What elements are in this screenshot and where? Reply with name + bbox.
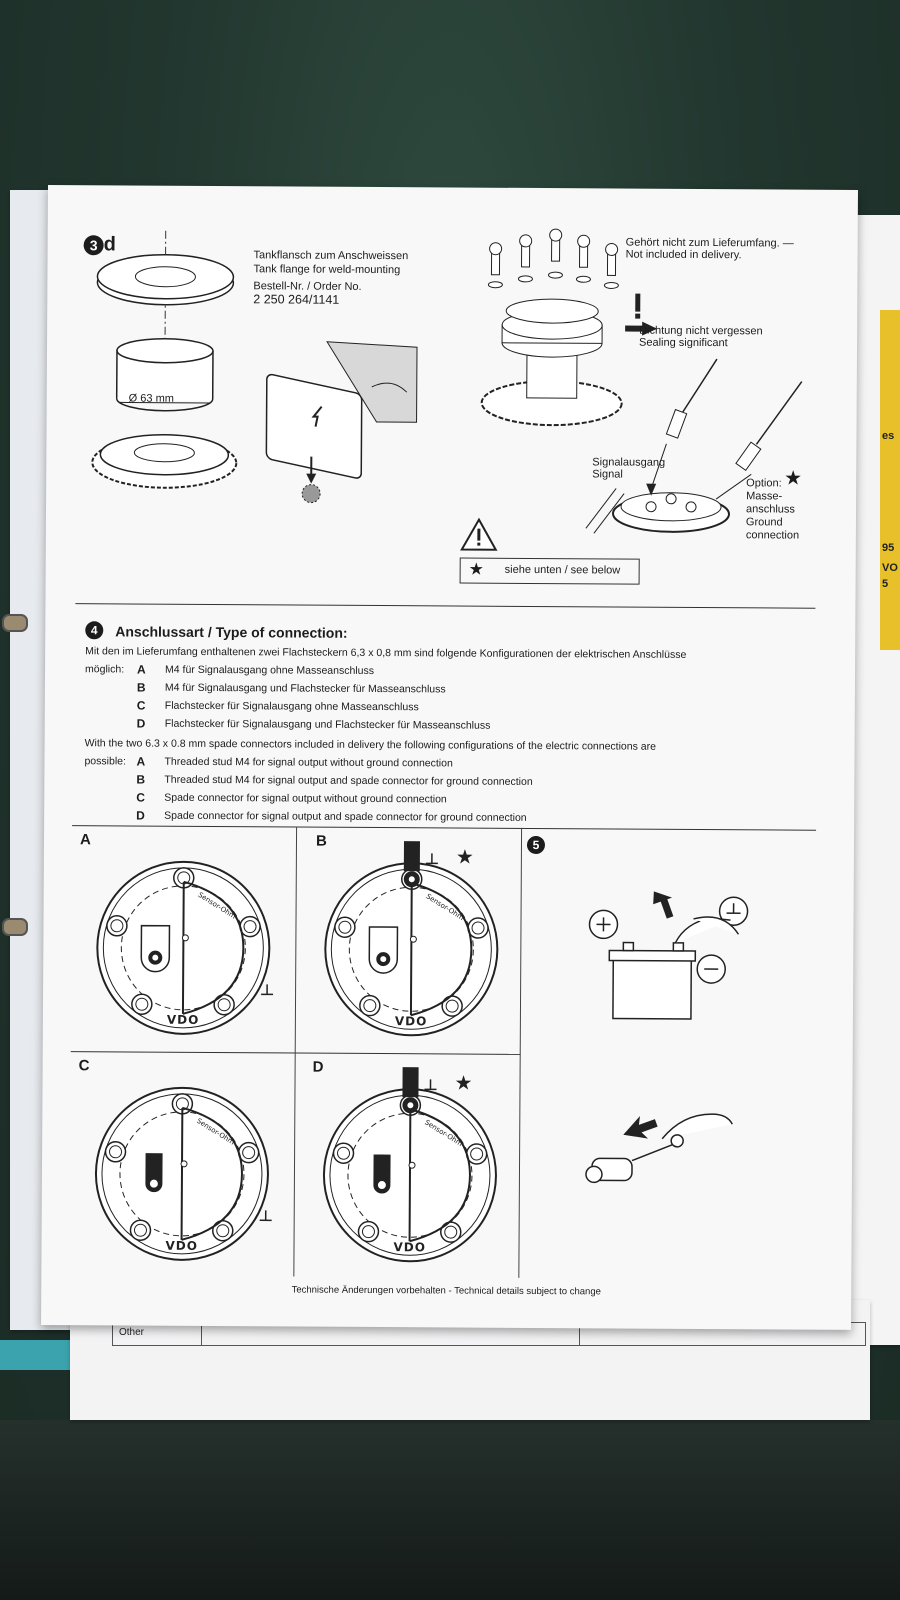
connection-diagram-d bbox=[319, 1070, 500, 1266]
intro-en-line2: possible: bbox=[84, 755, 126, 768]
cell-c-letter: C bbox=[78, 1057, 90, 1075]
cell-d-letter: D bbox=[312, 1058, 324, 1076]
star-icon: ★ bbox=[454, 1070, 473, 1095]
vdo-brand-mark: VDO bbox=[166, 1012, 200, 1027]
vdo-brand-mark: VDO bbox=[165, 1238, 199, 1253]
cell-b-letter: B bbox=[315, 832, 327, 850]
grid-top-line bbox=[72, 825, 816, 831]
section-3-number: 3 d bbox=[84, 233, 116, 256]
flange-label-en: Tank flange for weld-mounting bbox=[253, 263, 401, 277]
sensor-ohm-mark: Sensor-Ohm bbox=[195, 1116, 236, 1147]
warning-triangle-icon bbox=[460, 518, 498, 552]
cell-a-letter: A bbox=[79, 831, 91, 849]
sensor-ohm-mark: Sensor-Ohm bbox=[424, 892, 466, 923]
tab-text-2: 95 bbox=[882, 542, 895, 554]
option-en-a-letter: A bbox=[136, 754, 146, 769]
seal-note-de: Dichtung nicht vergessen bbox=[639, 324, 763, 338]
option-label-1: Option: bbox=[746, 477, 782, 490]
option-de-c-letter: C bbox=[136, 698, 146, 713]
option-de-a-letter: A bbox=[136, 662, 146, 677]
option-de-b-letter: B bbox=[136, 680, 146, 695]
connection-diagram-b bbox=[321, 844, 502, 1040]
section-4-title: Anschlussart / Type of connection: bbox=[115, 623, 348, 641]
option-en-d-letter: D bbox=[136, 808, 145, 823]
yellow-divider-tab bbox=[880, 310, 900, 650]
signal-label-de: Signalausgang bbox=[592, 456, 666, 469]
signal-label-en: Signal bbox=[592, 468, 623, 481]
star-icon: ★ bbox=[455, 844, 474, 869]
connection-diagram-a bbox=[93, 857, 274, 1038]
see-below-text: siehe unten / see below bbox=[504, 563, 621, 577]
binder-ring-1 bbox=[2, 614, 28, 632]
option-label-3: anschluss bbox=[745, 503, 795, 516]
star-icon: ★ bbox=[468, 559, 484, 579]
star-icon: ★ bbox=[784, 467, 803, 490]
sensor-ohm-mark: Sensor-Ohm bbox=[423, 1118, 464, 1149]
option-en-c-letter: C bbox=[136, 790, 145, 805]
vdo-brand-mark: VDO bbox=[393, 1240, 427, 1255]
order-label: Bestell-Nr. / Order No. bbox=[253, 280, 362, 293]
intro-de-line2: möglich: bbox=[85, 663, 125, 676]
tab-text-1: es bbox=[882, 430, 895, 442]
sensor-ohm-mark: Sensor-Ohm bbox=[196, 890, 238, 921]
table-surface-bottom bbox=[0, 1420, 900, 1600]
section-4-number: 4 bbox=[85, 621, 103, 639]
option-en-d-text: Spade connector for signal output and spade connector for ground connection bbox=[164, 809, 527, 824]
not-included-en: Not included in delivery. bbox=[625, 248, 742, 262]
teal-divider-tab bbox=[0, 1340, 75, 1370]
option-en-a-text: Threaded stud M4 for signal output without ground connection bbox=[164, 755, 453, 770]
option-de-d-letter: D bbox=[136, 716, 146, 731]
page-footer: Technische Änderungen vorbehalten - Technical details subject to change bbox=[291, 1284, 601, 1298]
manual-page bbox=[41, 185, 858, 1330]
diameter-label: Ø 63 mm bbox=[128, 392, 174, 405]
grid-divider-2 bbox=[518, 828, 522, 1278]
option-en-c-text: Spade connector for signal output without ground connection bbox=[164, 791, 447, 806]
option-en-b-letter: B bbox=[136, 772, 146, 787]
tank-weld-illustration bbox=[256, 341, 437, 512]
see-below-box bbox=[460, 558, 640, 585]
section-3-suffix: d bbox=[103, 233, 116, 256]
not-included-de: Gehört nicht zum Lieferumfang. — bbox=[625, 236, 794, 250]
section-divider bbox=[75, 603, 815, 609]
intro-de-line1: Mit den im Lieferumfang enthaltenen zwei Flachsteckern 6,3 x 0,8 mm sind folgende Konfigurationen der elektrischen Anschlüsse bbox=[85, 645, 687, 661]
tab-text-3: VO bbox=[882, 562, 898, 574]
tab-text-4: 5 bbox=[882, 578, 889, 590]
vdo-brand-mark: VDO bbox=[394, 1014, 428, 1029]
seal-note-en: Sealing significant bbox=[639, 336, 728, 350]
option-de-c-text: Flachstecker für Signalausgang ohne Masseanschluss bbox=[164, 699, 419, 714]
under-row-label: Other bbox=[119, 1327, 145, 1338]
grid-divider-1 bbox=[293, 827, 297, 1277]
option-label-2: Masse- bbox=[746, 490, 783, 503]
section-5-number: 5 bbox=[527, 836, 545, 854]
option-label-5: connection bbox=[745, 529, 800, 542]
connection-diagram-c bbox=[91, 1083, 272, 1264]
signal-wiring-diagram bbox=[566, 358, 827, 550]
option-de-d-text: Flachstecker für Signalausgang und Flachstecker für Masseanschluss bbox=[164, 717, 491, 732]
order-number: 2 250 264/1141 bbox=[253, 292, 340, 307]
option-de-b-text: M4 für Signalausgang und Flachstecker für Masseanschluss bbox=[164, 681, 446, 696]
flange-exploded-diagram bbox=[86, 230, 258, 521]
battery-disconnect-illustration bbox=[582, 888, 784, 1209]
option-en-b-text: Threaded stud M4 for signal output and spade connector for ground connection bbox=[164, 773, 533, 788]
intro-en-line1: With the two 6.3 x 0.8 mm spade connectors included in delivery the following configurations of the electric connections are bbox=[84, 737, 657, 753]
option-de-a-text: M4 für Signalausgang ohne Masseanschluss bbox=[165, 663, 375, 678]
flange-label-de: Tankflansch zum Anschweissen bbox=[253, 249, 409, 263]
option-label-4: Ground bbox=[745, 516, 783, 529]
binder-ring-2 bbox=[2, 918, 28, 936]
